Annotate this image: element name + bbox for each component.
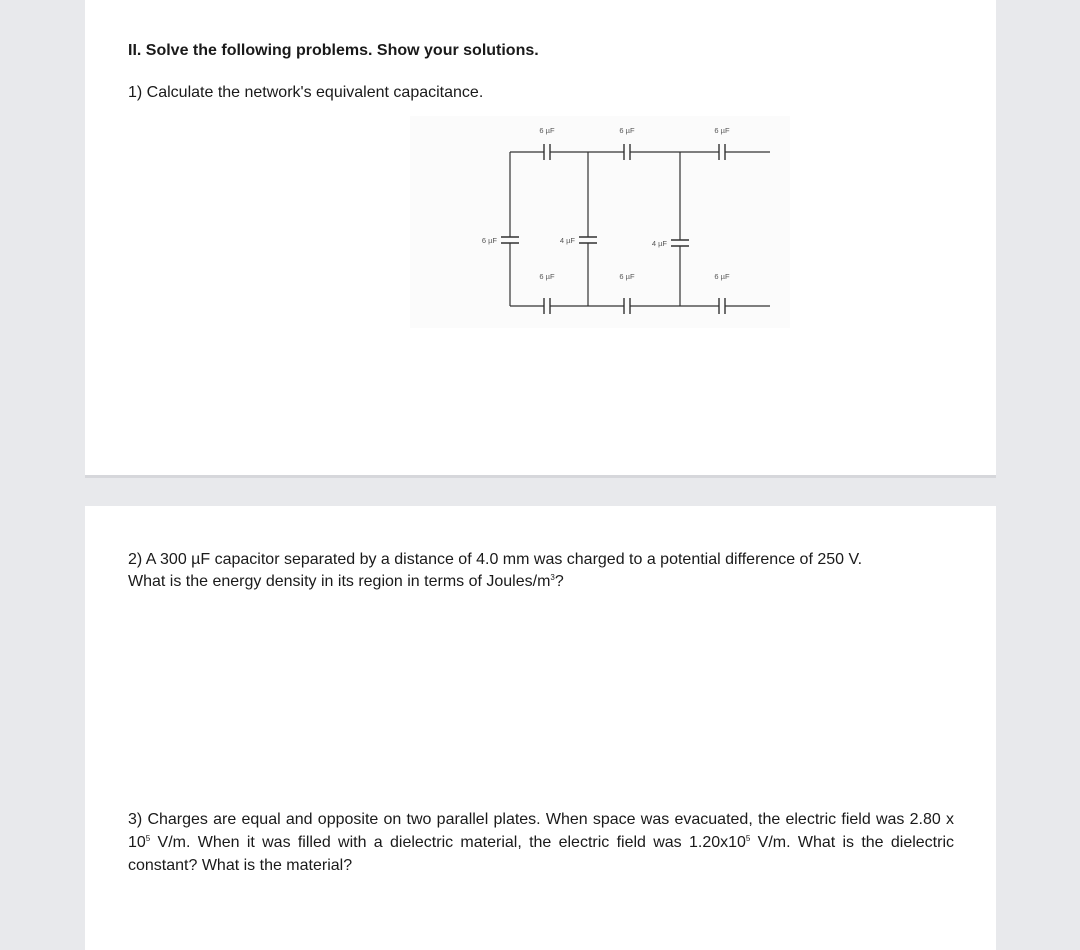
- problem-2-line-1: 2) A 300 µF capacitor separated by a distance of 4.0 mm was charged to a potential difference of 250 V.: [128, 551, 863, 568]
- page-2: [85, 506, 996, 950]
- problem-3-part-b: V/m. When it was filled with a dielectric material, the electric field was 1.20x10: [150, 834, 746, 851]
- label-top-2: 6 µF: [619, 126, 635, 135]
- label-middle-3: 4 µF: [651, 239, 667, 248]
- page-1: [85, 0, 996, 478]
- label-middle-1: 6 µF: [481, 236, 497, 245]
- exponent-a: 5: [145, 834, 151, 843]
- section-heading: II. Solve the following problems. Show your solutions.: [128, 42, 539, 59]
- label-top-3: 6 µF: [714, 126, 730, 135]
- question-mark: ?: [554, 573, 564, 590]
- problem-3-part-c: V/m. What is the dielectric constant? What is the material?: [128, 834, 955, 874]
- exponent-b: 5: [745, 834, 751, 843]
- label-bottom-2: 6 µF: [619, 272, 635, 281]
- problem-3-text: [128, 808, 954, 877]
- problem-3-part-a: 3) Charges are equal and opposite on two parallel plates. When space was evacuated, the electric field was 2.80 x 10: [128, 811, 954, 851]
- label-middle-2: 4 µF: [559, 236, 575, 245]
- capacitor-network-diagram: [410, 116, 790, 328]
- label-bottom-1: 6 µF: [539, 272, 555, 281]
- label-top-1: 6 µF: [539, 126, 555, 135]
- problem-2-text: [128, 549, 958, 593]
- problem-2-line-2: What is the energy density in its region in terms of Joules/m: [128, 573, 551, 590]
- problem-1-text: 1) Calculate the network's equivalent capacitance.: [128, 84, 484, 101]
- cubic-superscript: 3: [550, 573, 555, 582]
- label-bottom-3: 6 µF: [714, 272, 730, 281]
